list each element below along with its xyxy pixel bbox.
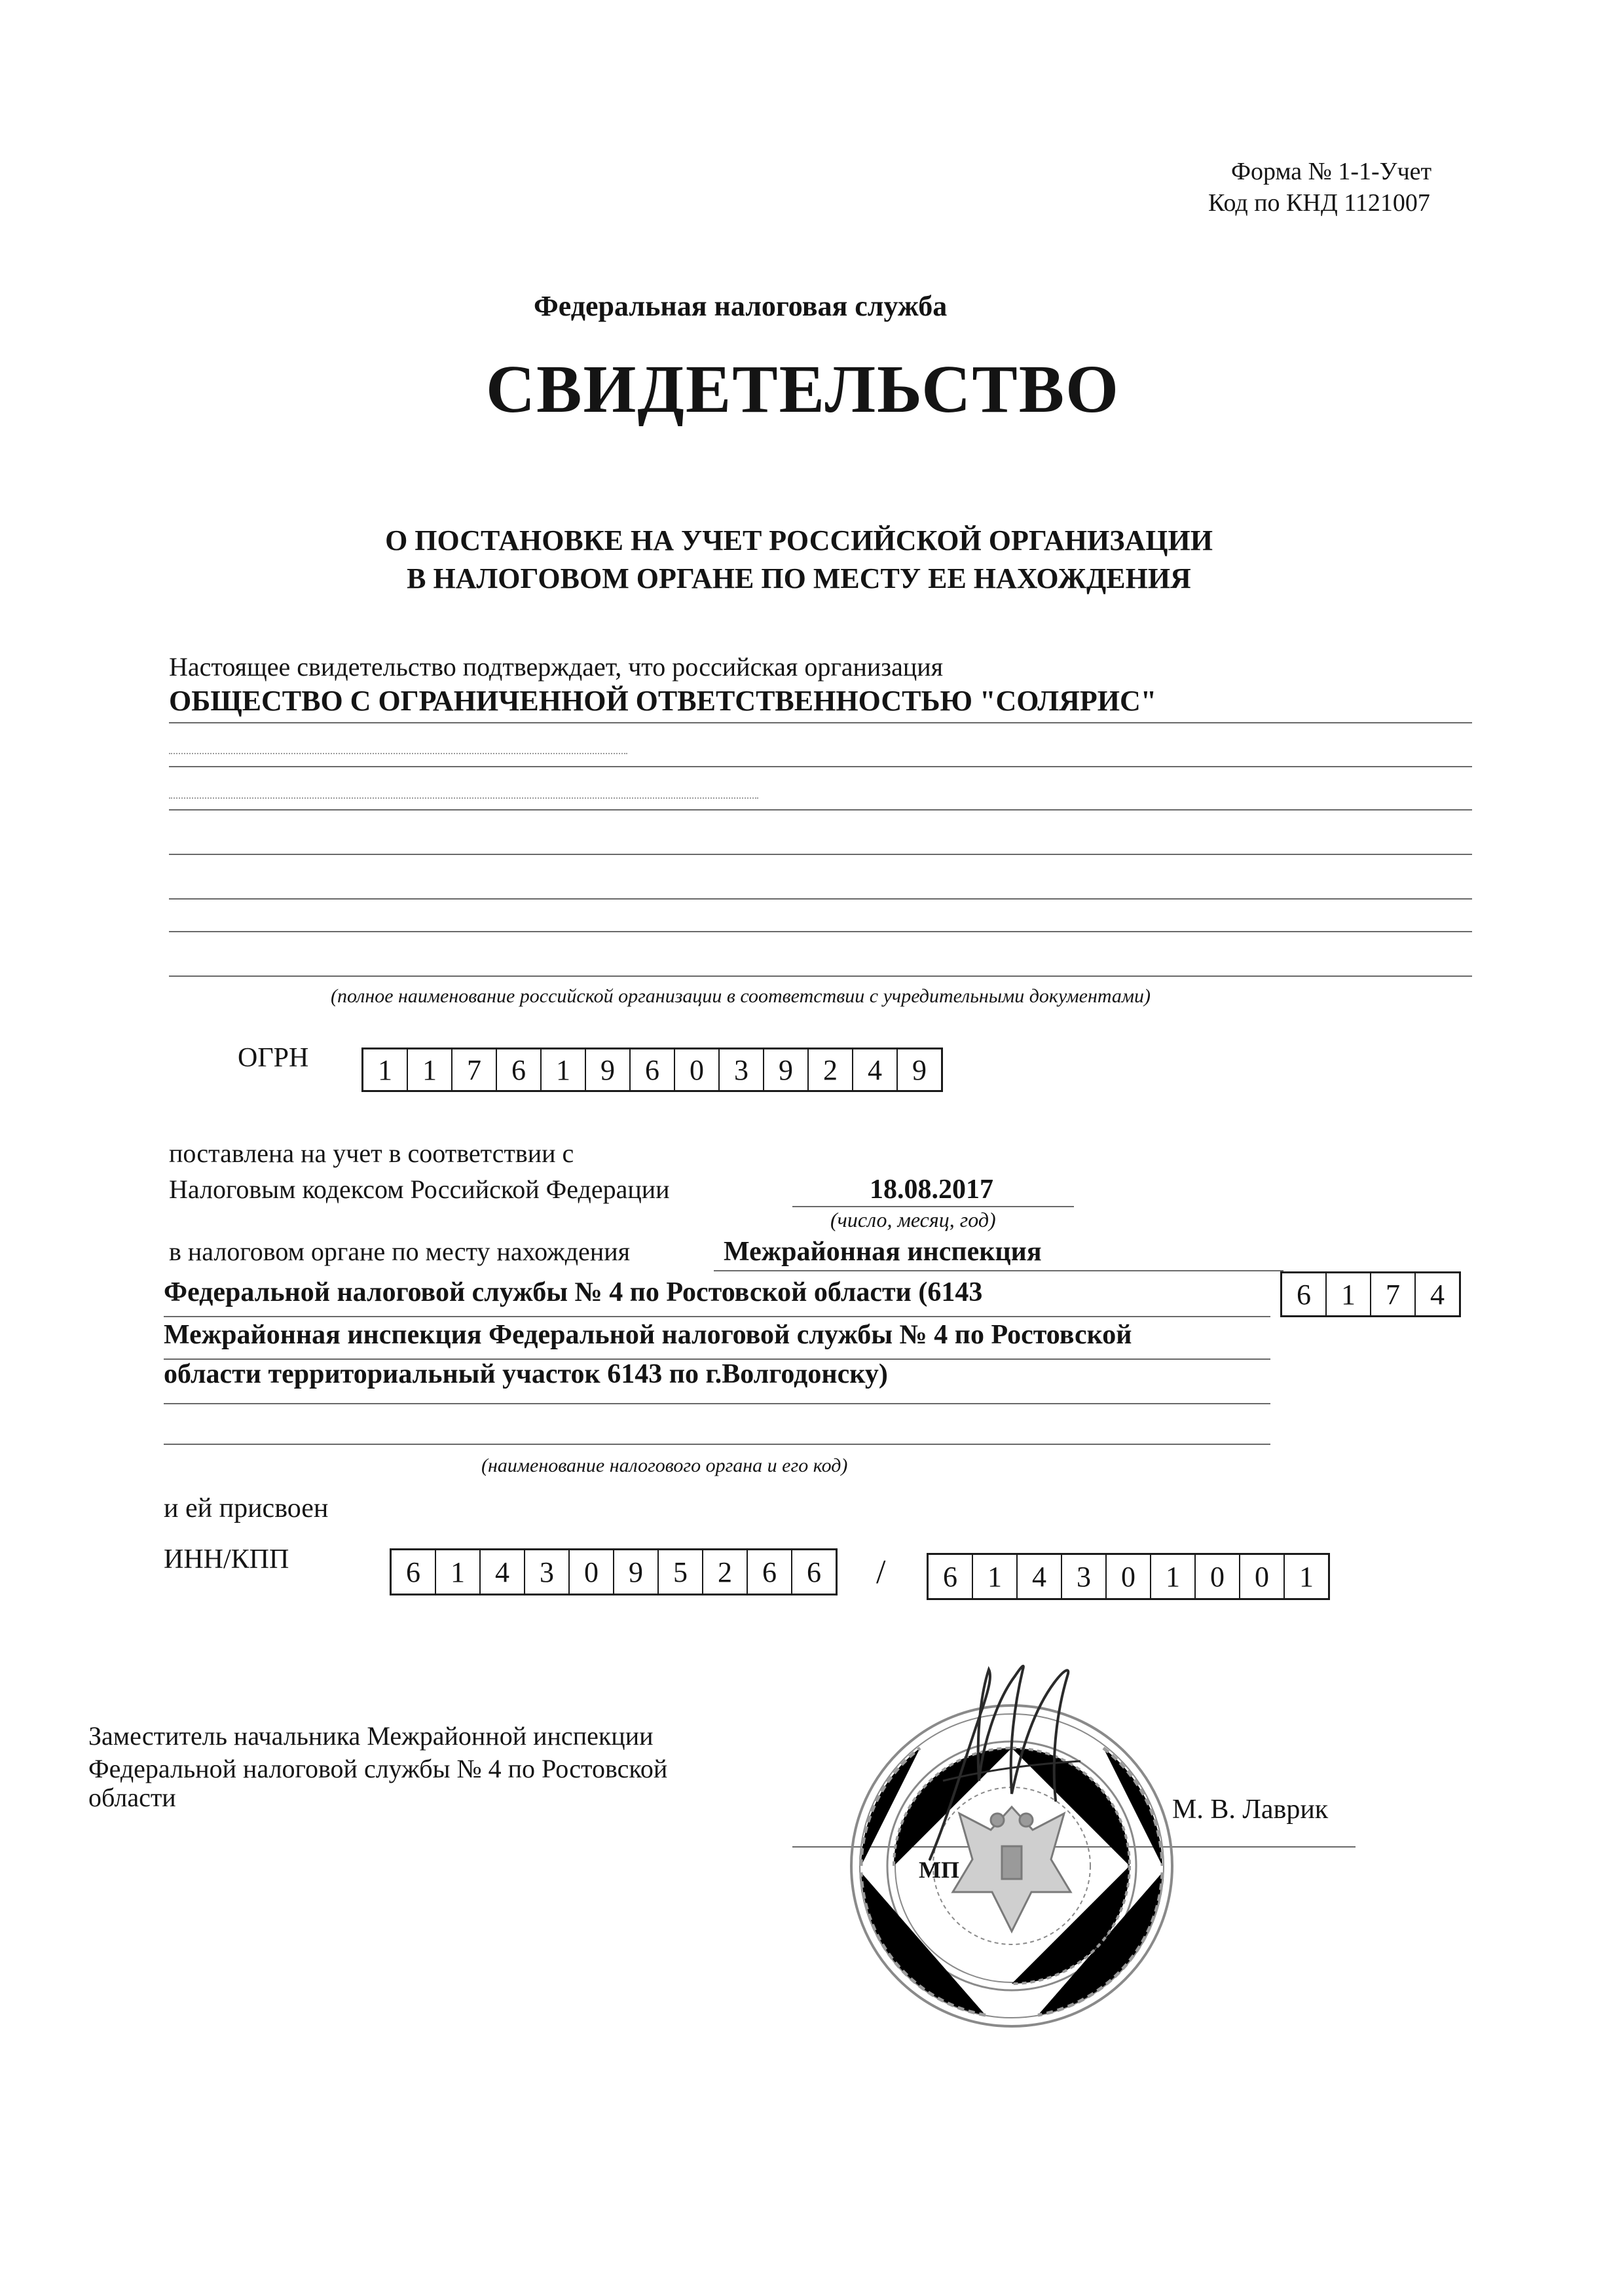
ogrn-digit: 9 bbox=[764, 1049, 809, 1090]
handwritten-signature bbox=[904, 1650, 1100, 1866]
ogrn-digit: 4 bbox=[853, 1049, 898, 1090]
subtitle-line-2: В НАЛОГОВОМ ОРГАНЕ ПО МЕСТУ ЕЕ НАХОЖДЕНИЯ bbox=[407, 562, 1191, 594]
signer-position-line-2: Федеральной налоговой службы № 4 по Ростовской bbox=[88, 1754, 668, 1783]
ogrn-digit: 3 bbox=[720, 1049, 764, 1090]
ogrn-digit: 2 bbox=[809, 1049, 853, 1090]
inn-digit: 9 bbox=[614, 1550, 659, 1594]
ogrn-digit: 9 bbox=[586, 1049, 631, 1090]
organization-name: ОБЩЕСТВО С ОГРАНИЧЕННОЙ ОТВЕТСТВЕННОСТЬЮ "СОЛЯРИС" bbox=[169, 685, 1157, 717]
tax-office-line-2: Федеральной налоговой службы № 4 по Ростовской области (6143 bbox=[164, 1277, 983, 1307]
inn-digit: 6 bbox=[392, 1550, 436, 1594]
org-name-rule bbox=[169, 809, 1472, 811]
page-title: СВИДЕТЕЛЬСТВО bbox=[486, 352, 1120, 427]
assigned-label: и ей присвоен bbox=[164, 1493, 329, 1523]
org-name-rule bbox=[169, 975, 1472, 977]
ogrn-digit: 1 bbox=[408, 1049, 452, 1090]
org-name-rule bbox=[169, 931, 1472, 932]
inn-digit: 0 bbox=[570, 1550, 614, 1594]
faint-rule bbox=[169, 753, 627, 754]
org-name-rule bbox=[169, 722, 1472, 723]
tax-office-code-digit: 4 bbox=[1430, 1278, 1445, 1311]
form-number: Форма № 1-1-Учет bbox=[1231, 158, 1432, 185]
org-name-rule bbox=[169, 898, 1472, 900]
inn-kpp-separator: / bbox=[876, 1554, 886, 1591]
ogrn-digit: 6 bbox=[631, 1049, 675, 1090]
faint-rule bbox=[169, 797, 758, 799]
registration-line-1: поставлена на учет в соответствии с bbox=[169, 1139, 574, 1168]
inn-digit: 1 bbox=[436, 1550, 481, 1594]
tax-office-code-digit: 6 bbox=[1282, 1273, 1327, 1315]
knd-code: Код по КНД 1121007 bbox=[1208, 189, 1430, 217]
inn-digit: 6 bbox=[748, 1550, 792, 1594]
tax-office-line-4: области территориальный участок 6143 по г.Волгодонску) bbox=[164, 1359, 888, 1389]
kpp-digit: 1 bbox=[1299, 1560, 1314, 1593]
registration-line-2: Налоговым кодексом Российской Федерации bbox=[169, 1175, 670, 1204]
tax-office-prefix: в налоговом органе по месту нахождения bbox=[169, 1237, 631, 1266]
signer-name: М. В. Лаврик bbox=[1172, 1795, 1329, 1825]
ogrn-cells bbox=[361, 1048, 943, 1092]
kpp-digit: 6 bbox=[929, 1555, 973, 1598]
kpp-digit: 0 bbox=[1240, 1555, 1285, 1598]
inn-digit: 2 bbox=[703, 1550, 748, 1594]
kpp-digit: 4 bbox=[1018, 1555, 1062, 1598]
tax-office-rule bbox=[714, 1270, 1283, 1271]
tax-office-code-cells bbox=[1280, 1271, 1461, 1317]
inn-digit: 6 bbox=[807, 1556, 821, 1588]
date-caption: (число, месяц, год) bbox=[830, 1208, 996, 1231]
inn-cells bbox=[390, 1548, 838, 1595]
stamp-place-mark: МП bbox=[919, 1857, 959, 1883]
tax-office-rule bbox=[164, 1403, 1270, 1404]
tax-office-line-1: Межрайонная инспекция bbox=[724, 1237, 1042, 1267]
ogrn-digit: 1 bbox=[542, 1049, 586, 1090]
subtitle-line-1: О ПОСТАНОВКЕ НА УЧЕТ РОССИЙСКОЙ ОРГАНИЗАЦИИ bbox=[385, 524, 1213, 556]
signer-position-line-1: Заместитель начальника Межрайонной инспекции bbox=[88, 1721, 654, 1751]
inn-digit: 4 bbox=[481, 1550, 525, 1594]
signer-position-line-3: области bbox=[88, 1783, 176, 1812]
kpp-cells bbox=[927, 1553, 1330, 1600]
date-rule bbox=[792, 1206, 1074, 1207]
kpp-digit: 1 bbox=[973, 1555, 1018, 1598]
ogrn-label: ОГРН bbox=[238, 1043, 309, 1073]
intro-text: Настоящее свидетельство подтверждает, что российская организация bbox=[169, 652, 944, 682]
kpp-digit: 3 bbox=[1062, 1555, 1107, 1598]
org-name-rule bbox=[169, 766, 1472, 767]
tax-office-rule bbox=[164, 1444, 1270, 1445]
inn-digit: 5 bbox=[659, 1550, 703, 1594]
kpp-digit: 1 bbox=[1151, 1555, 1196, 1598]
tax-office-code-digit: 1 bbox=[1327, 1273, 1371, 1315]
inn-kpp-label: ИНН/КПП bbox=[164, 1544, 289, 1575]
tax-office-code-digit: 7 bbox=[1371, 1273, 1416, 1315]
ogrn-digit: 6 bbox=[497, 1049, 542, 1090]
kpp-digit: 0 bbox=[1196, 1555, 1240, 1598]
authority-name: Федеральная налоговая служба bbox=[534, 290, 948, 322]
ogrn-digit: 9 bbox=[912, 1053, 927, 1086]
tax-office-caption: (наименование налогового органа и его код) bbox=[481, 1455, 848, 1476]
ogrn-digit: 1 bbox=[363, 1049, 408, 1090]
registration-date: 18.08.2017 bbox=[870, 1175, 993, 1205]
org-name-rule bbox=[169, 854, 1472, 855]
kpp-digit: 0 bbox=[1107, 1555, 1151, 1598]
org-name-caption: (полное наименование российской организации в соответствии с учредительными документами) bbox=[331, 985, 1151, 1007]
tax-office-line-3: Межрайонная инспекция Федеральной налоговой службы № 4 по Ростовской bbox=[164, 1320, 1132, 1350]
inn-digit: 3 bbox=[525, 1550, 570, 1594]
tax-office-rule bbox=[164, 1316, 1270, 1317]
ogrn-digit: 7 bbox=[452, 1049, 497, 1090]
ogrn-digit: 0 bbox=[675, 1049, 720, 1090]
